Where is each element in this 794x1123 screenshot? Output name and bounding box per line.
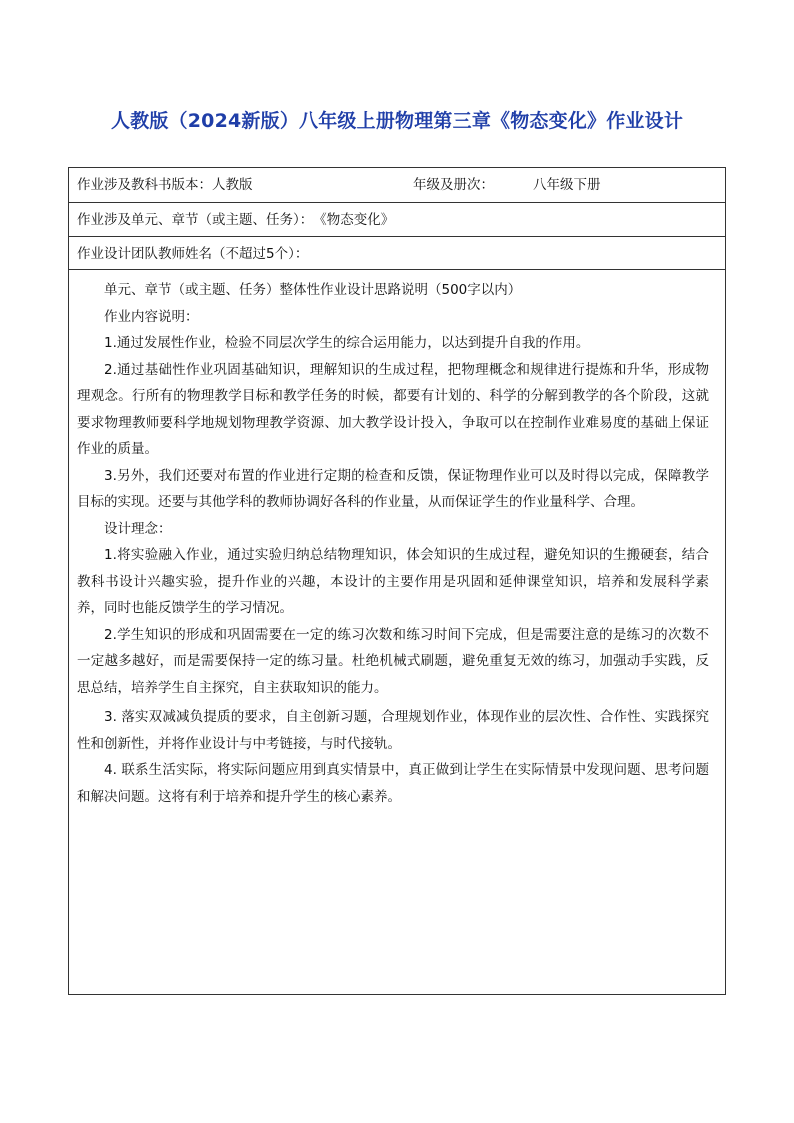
unit-row	[69, 203, 725, 237]
textbook-row	[69, 168, 725, 203]
design-item-1: 1.将实验融入作业，通过实验归纳总结物理知识，体会知识的生成过程，避免知识的生搬硬套，结合教科书设计兴趣实验，提升作业的兴趣，本设计的主要作用是巩固和延伸课堂知识，培养和发展科学素养，同时也能反馈学生的学习情况。	[77, 547, 709, 616]
content-item-3: 3.另外，我们还要对布置的作业进行定期的检查和反馈，保证物理作业可以及时得以完成，保障教学目标的实现。还要与其他学科的教师协调好各科的作业量，从而保证学生的作业量科学、合理。	[77, 467, 709, 510]
design-item-2: 2.学生知识的形成和巩固需要在一定的练习次数和练习时间下完成，但是需要注意的是练习的次数不一定越多越好，而是需要保持一定的练习量。杜绝机械式刷题，避免重复无效的练习，加强动手实践，反思总结，培养学生自主探究，自主获取知识的能力。	[77, 626, 709, 696]
textbook-value: 人教版	[212, 177, 253, 193]
unit-label: 作业涉及单元、章节（或主题、任务）：	[77, 212, 314, 228]
design-description-cell	[69, 270, 725, 810]
unit-value: 《物态变化》	[313, 212, 395, 228]
content-heading: 作业内容说明：	[104, 308, 199, 325]
design-item-4: 4. 联系生活实际，将实际问题应用到真实情景中，真正做到让学生在实际情景中发现问题、思考问题和解决问题。这将有利于培养和提升学生的核心素养。	[77, 762, 709, 805]
team-label: 作业设计团队教师姓名（不超过5个）：	[77, 246, 309, 262]
grade-label: 年级及册次：	[413, 177, 494, 193]
team-row	[69, 237, 725, 270]
content-item-2: 2.通过基础性作业巩固基础知识，理解知识的生成过程，把物理概念和规律进行提炼和升华，形成物理观念。行所有的物理教学目标和教学任务的时候，都要有计划的、科学的分解到教学的各个阶段，这就要求物理教师要科学地规划物理教学资源、加大教学设计投入，争取可以在控制作业难易度的基础上保证作业的质量。	[77, 361, 709, 457]
page-title: 人教版（2024新版）八年级上册物理第三章《物态变化》作业设计	[110, 110, 684, 132]
design-heading: 设计理念：	[104, 520, 172, 537]
description-heading: 单元、章节（或主题、任务）整体性作业设计思路说明（500字以内）	[104, 282, 522, 298]
textbook-label: 作业涉及教科书版本：	[77, 177, 212, 193]
design-form-table	[68, 167, 726, 995]
design-item-3: 3. 落实双减减负提质的要求，自主创新习题，合理规划作业，体现作业的层次性、合作性、实践探究性和创新性，并将作业设计与中考链接，与时代接轨。	[77, 709, 709, 752]
grade-value: 八年级下册	[533, 177, 601, 193]
content-item-1: 1.通过发展性作业，检验不同层次学生的综合运用能力，以达到提升自我的作用。	[104, 335, 590, 351]
